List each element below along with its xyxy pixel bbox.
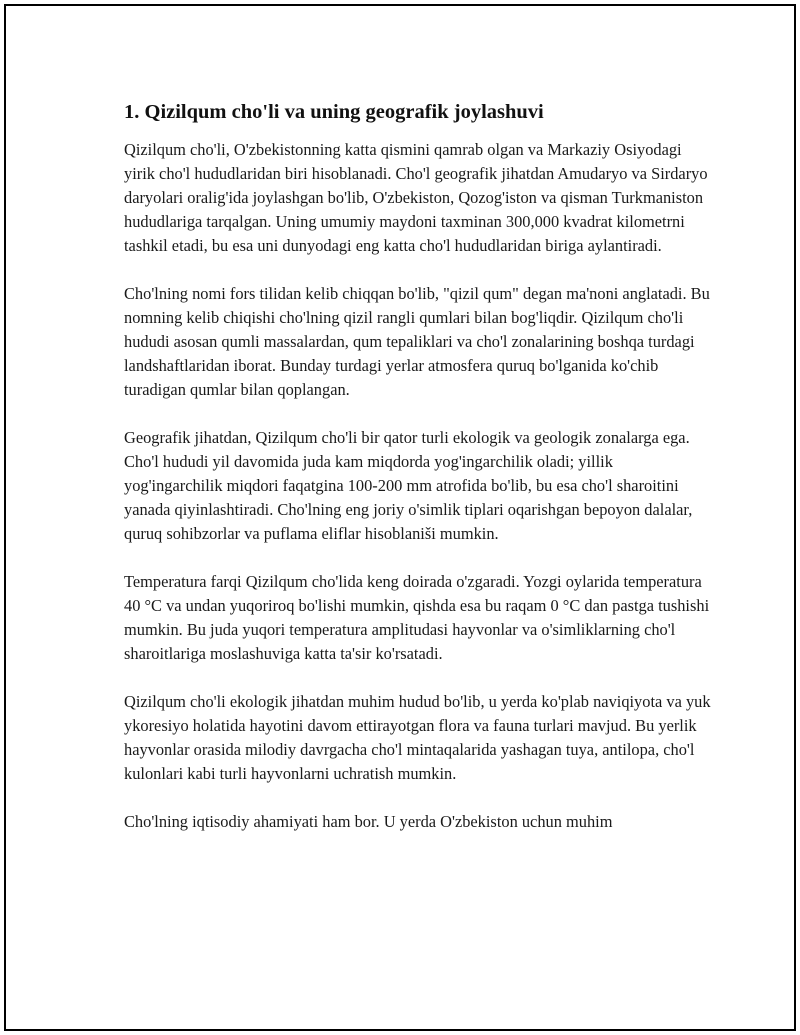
paragraph-1: Qizilqum cho'li, O'zbekistonning katta qismini qamrab olgan va Markaziy Osiyodagi yirik cho'l hududlaridan biri hisoblanadi. Cho'l geografik jihatdan Amudaryo va Sirdaryo daryolari oralig'ida joylashgan bo'lib, O'zbekiston, Qozog'iston va qisman Turkmaniston hududlariga tarqalgan. Uning umumiy maydoni taxminan 300,000 kvadrat kilometrni tashkil etadi, bu esa uni dunyodagi eng katta cho'l hududlaridan biriga aylantiradi. <box>124 140 708 255</box>
paragraph-2: Cho'lning nomi fors tilidan kelib chiqqan bo'lib, "qizil qum" degan ma'noni anglatadi. Bu nomning kelib chiqishi cho'lning qizil rangli qumlari bilan bog'liqdir. Qizilqum cho'li hududi asosan qumli massalardan, qum tepaliklari va cho'l zonalarining boshqa turdagi landshaftlaridan iborat. Bunday turdagi yerlar atmosfera quruq bo'lganida ko'chib turadigan qumlar bilan qoplangan. <box>124 284 710 399</box>
page-frame <box>4 4 796 1031</box>
paragraph-4: Temperatura farqi Qizilqum cho'lida keng doirada o'zgaradi. Yozgi oylarida temperatura 40 °C va undan yuqoriroq bo'lishi mumkin, qishda esa bu raqam 0 °C dan pastga tushishi mumkin. Bu juda yuqori temperatura amplitudasi hayvonlar va o'simliklarning cho'l sharoitlariga moslashuviga katta ta'sir ko'rsatadi. <box>124 572 710 663</box>
paragraph-3: Geografik jihatdan, Qizilqum cho'li bir qator turli ekologik va geologik zonalarga ega. Cho'l hududi yil davomida juda kam miqdorda yog'ingarchilik oladi; yillik yog'ingarchilik miqdori faqatgina 100-200 mm atrofida bo'lib, bu esa cho'l sharoitini yanada qiyinlashtiradi. Cho'lning eng joriy o'simlik tiplari oqarishgan bepoyon dalalar, quruq sohibzorlar va puflama eliflar hisoblaniši mumkin. <box>124 428 693 543</box>
section-heading: 1. Qizilqum cho'li va uning geografik joylashuvi <box>124 101 544 123</box>
paragraph-6: Cho'lning iqtisodiy ahamiyati ham bor. U yerda O'zbekiston uchun muhim <box>124 812 613 831</box>
document-body <box>124 98 714 834</box>
paragraph-5: Qizilqum cho'li ekologik jihatdan muhim hudud bo'lib, u yerda ko'plab naviqiyota va yuk ykoresiyo holatida hayotini davom ettirayotgan flora va fauna turlari mavjud. Bu yerlik hayvonlar orasida milodiy davrgacha cho'l mintaqalarida yashagan tuya, antilopa, cho'l kulonlari kabi turli hayvonlarni uchratish mumkin. <box>124 692 711 783</box>
